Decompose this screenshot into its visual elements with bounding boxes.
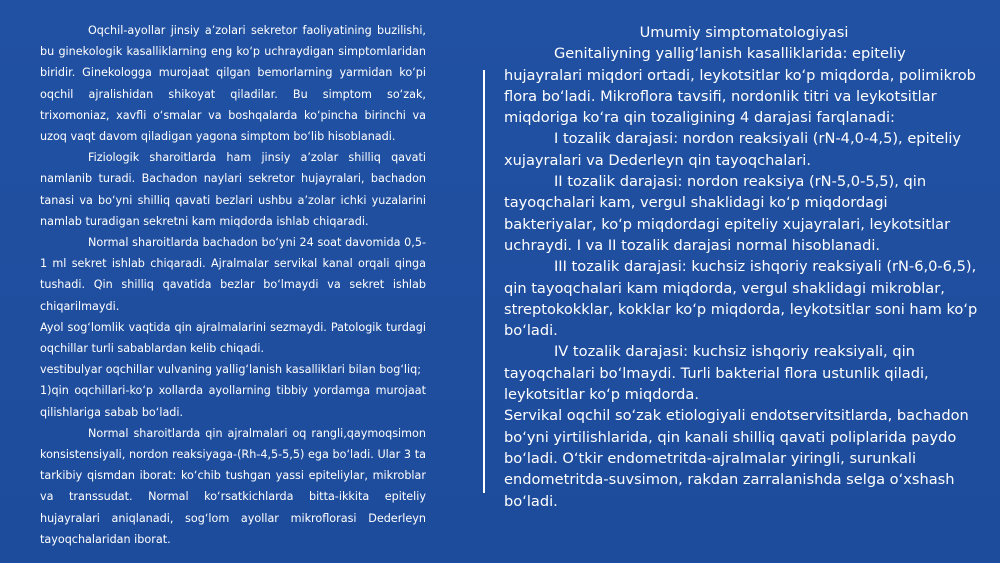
left-paragraph-4: Ayol sog‘lomlik vaqtida qin ajralmalarini sezmaydi. Patologik turdagi oqchillar turli sabablardan kelib chiqadi. bbox=[40, 320, 426, 356]
right-paragraph-5: IV tozalik darajasi: kuchsiz ishqoriy reaksiyali, qin tayoqchalari bo‘lmaydi. Turli bakterial flora ustunlik qiladi, leykotsitlar ko‘p miqdorda. bbox=[504, 343, 929, 404]
left-paragraph-2: Fiziologik sharoitlarda ham jinsiy a’zolar shilliq qavati namlanib turadi. Bachadon naylari sekretor hujayralari, bachadon tanasi va bo‘yni shilliq qavati bezlari ushbu a’zolar ichki yuzalarini namlab turadigan sekretni kam miqdorda ishlab chiqaradi. bbox=[40, 151, 426, 228]
right-text-column bbox=[504, 22, 984, 512]
vertical-divider bbox=[483, 70, 485, 493]
left-paragraph-5: vestibulyar oqchillar vulvaning yallig‘lanish kasalliklari bilan bog‘liq; bbox=[40, 363, 421, 377]
left-paragraph-1: Oqchil-ayollar jinsiy a’zolari sekretor faoliyatining buzilishi, bu ginekologik kasalliklarning eng ko‘p uchraydigan simptomlaridan biridir. Ginekologga murojaat qilgan bemorlarning yarmidan ko‘pi oqchil ajralishidan shikoyat qiladilar. Bu simptom so‘zak, trixomoniaz, xavfli o‘smalar va boshqalarda ko‘pincha birinchi va uzoq vaqt davom qiladigan yagona simptom bo‘lib hisoblanadi. bbox=[40, 24, 426, 144]
section-title: Umumiy simptomatologiyasi bbox=[639, 24, 849, 41]
right-paragraph-1: Genitaliyning yallig‘lanish kasalliklarida: epiteliy hujayralari miqdori ortadi, leykotsitlar ko‘p miqdorda, polimikrob flora bo‘ladi. Mikroflora tavsifi, nordonlik titri va leykotsitlar miqdoriga ko‘ra qin tozaligining 4 darajasi farqlanadi: bbox=[504, 45, 976, 127]
left-paragraph-6: 1)qin oqchillari-ko‘p xollarda ayollarning tibbiy yordamga murojaat qilishlariga sabab bo‘ladi. bbox=[40, 384, 426, 419]
right-paragraph-4: III tozalik darajasi: kuchsiz ishqoriy reaksiyali (rN-6,0-6,5), qin tayoqchalari kam miqdorda, vergul shaklidagi mikroblar, streptokokklar, kokklar ko‘p miqdorda, leykotsitlar soni ham ko‘p bo‘ladi. bbox=[504, 258, 978, 340]
left-paragraph-7: Normal sharoitlarda qin ajralmalari oq rangli,qaymoqsimon konsistensiyali, nordon reaksiyaga-(Rh-4,5-5,5) ega bo‘ladi. Ular 3 ta tarkibiy qismdan iborat: ko‘chib tushgan yassi epiteliylar, mikroblar va transsudat. Normal ko‘rsatkichlarda bitta-ikkita epiteliy hujayralari aniqlanadi, sog‘lom ayollar mikroflorasi Dederleyn tayoqchalaridan iborat. bbox=[40, 426, 426, 546]
right-paragraph-6: Servikal oqchil so‘zak etiologiyali endotservitsitlarda, bachadon bo‘yni yirtilishlarida, qin kanali shilliq qavati poliplarida paydo bo‘ladi. O‘tkir endometritda-ajralmalar yiringli, surunkali endometritda-suvsimon, rakdan zarralanishda selga o‘xshash bo‘ladi. bbox=[504, 407, 969, 510]
left-paragraph-3: Normal sharoitlarda bachadon bo‘yni 24 soat davomida 0,5-1 ml sekret ishlab chiqaradi. Ajralmalar servikal kanal orqali qinga tushadi. Qin shilliq qavatida bezlar bo‘lmaydi va sekret ishlab chiqarilmaydi. bbox=[40, 236, 426, 313]
right-paragraph-3: II tozalik darajasi: nordon reaksiya (rN-5,0-5,5), qin tayoqchalari kam, vergul shaklidagi ko‘p miqdordagi bakteriyalar, ko‘p miqdordagi epiteliy xujayralari, leykotsitlar uchraydi. I va II tozalik darajasi normal hisoblanadi. bbox=[504, 173, 951, 254]
right-paragraph-2: I tozalik darajasi: nordon reaksiyali (rN-4,0-4,5), epiteliy xujayralari va Dederleyn qin tayoqchalari. bbox=[504, 130, 962, 169]
left-text-column bbox=[40, 20, 426, 550]
